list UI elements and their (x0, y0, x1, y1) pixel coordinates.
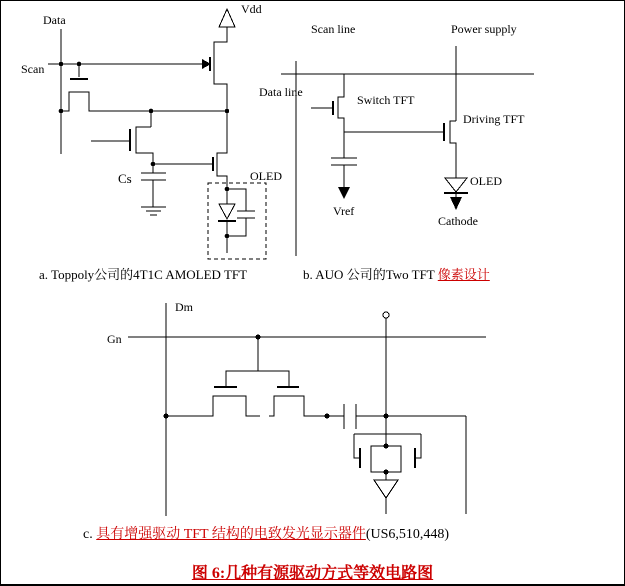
cs-label: Cs (118, 171, 132, 186)
circuit-b-schematic (281, 46, 534, 256)
scan-line-label: Scan line (311, 22, 356, 36)
data-label: Data (43, 13, 66, 27)
circuit-c-schematic (128, 300, 486, 516)
oled-label-b: OLED (470, 174, 502, 188)
tft-symbol-driving (344, 121, 456, 178)
caption-b (303, 264, 490, 283)
junction-dots-a (59, 62, 230, 239)
caption-b-highlight: 像素设计 (437, 267, 490, 282)
capacitor-symbol (331, 158, 357, 187)
caption-b-prefix: b. AUO 公司的Two TFT (303, 267, 438, 282)
oled-dashed-box (208, 183, 266, 259)
caption-c-suffix: (US6,510,448) (365, 527, 450, 542)
scan-label: Scan (21, 62, 45, 76)
ground-icon (141, 207, 166, 215)
caption-c-prefix: c. (83, 527, 97, 542)
tft-channel-right (269, 396, 344, 416)
tft-channel-left (166, 396, 260, 416)
data-line-label: Data line (259, 85, 303, 99)
circuit-a-schematic (48, 9, 266, 259)
oled-label-a: OLED (250, 169, 282, 183)
tft-symbol-t4 (210, 27, 227, 111)
capacitor-symbol (344, 404, 356, 429)
caption-a: a. Toppoly公司的4T1C AMOLED TFT (39, 267, 248, 282)
tft-symbol-switch (311, 74, 344, 158)
circuit-schematics-svg (1, 1, 625, 586)
vdd-label: Vdd (241, 2, 262, 16)
dual-gate-symbol (214, 371, 299, 387)
cathode-label: Cathode (438, 214, 478, 228)
vref-arrow-icon (338, 187, 350, 199)
power-supply-label: Power supply (451, 22, 517, 36)
vdd-triangle-icon (219, 9, 235, 27)
oled-capacitor-symbol (227, 189, 255, 236)
tft-symbol-t2 (91, 111, 153, 164)
oled-diode-symbol (218, 189, 236, 236)
capacitor-symbol-cs (141, 173, 166, 207)
switch-tft-label: Switch TFT (357, 93, 415, 107)
gn-label: Gn (107, 332, 122, 346)
vref-label: Vref (333, 204, 355, 218)
storage-node-wire (61, 92, 227, 111)
figure-caption: 图 6:几种有源驱动方式等效电路图 (191, 565, 434, 582)
cathode-arrow-icon (450, 197, 462, 210)
driving-tft-label: Driving TFT (463, 112, 525, 126)
dm-label: Dm (175, 300, 193, 314)
caption-c-highlight: 具有增强驱动 TFT 结构的电致发光显示器件 (96, 527, 366, 542)
parallel-tft-pair-symbol (354, 434, 421, 472)
caption-c (83, 523, 449, 543)
diode-symbol (374, 472, 398, 514)
junction-dots-c (164, 335, 389, 475)
tft-symbol-t3 (213, 111, 227, 189)
open-terminal-icon (383, 312, 389, 318)
oled-diode-symbol (444, 178, 468, 197)
